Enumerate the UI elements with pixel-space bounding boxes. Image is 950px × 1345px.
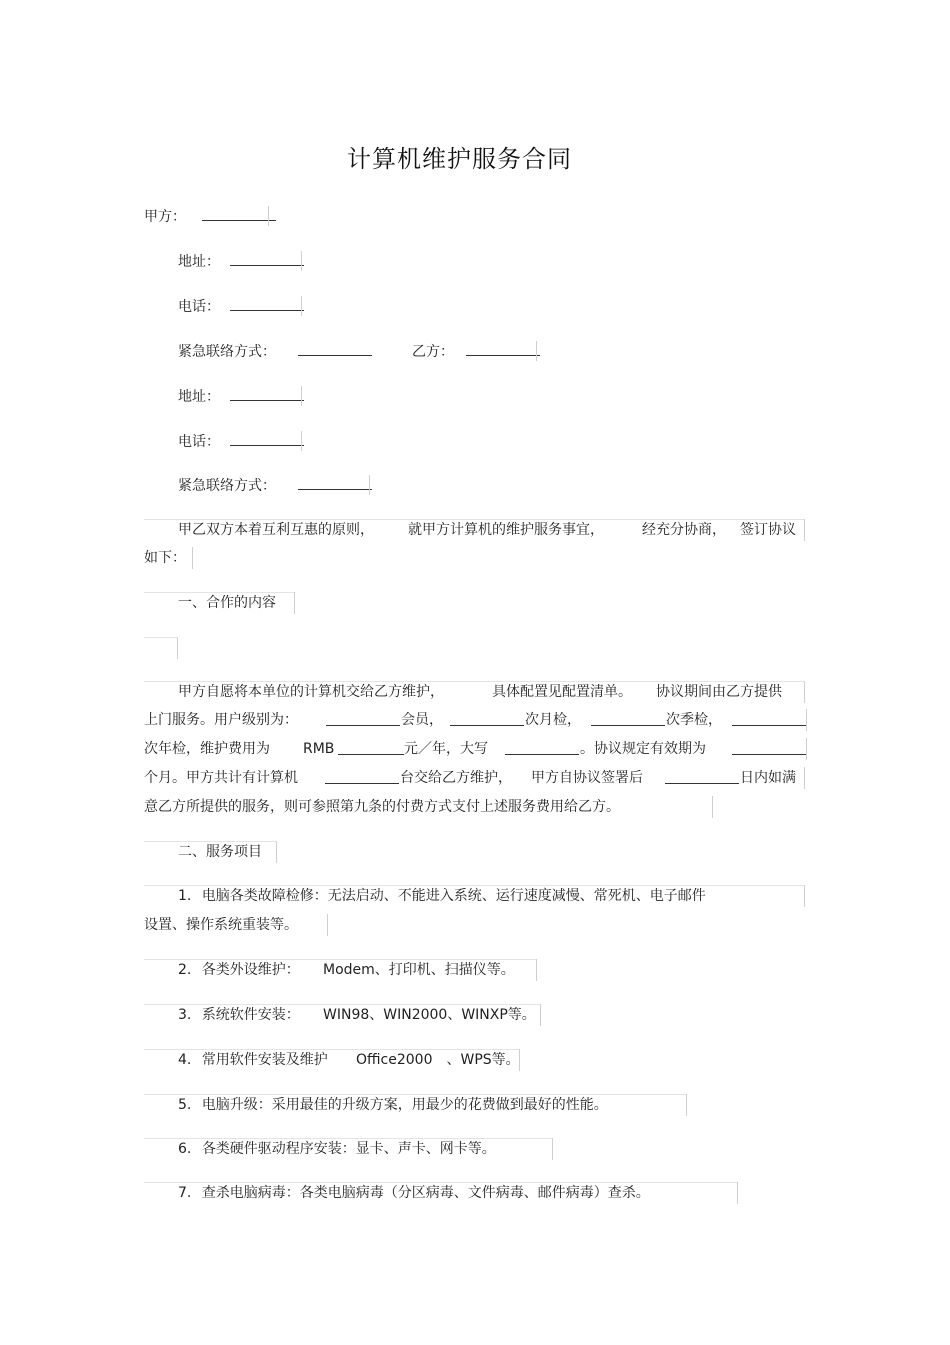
party-a-address-line bbox=[178, 252, 304, 271]
field-edge bbox=[804, 767, 805, 789]
item-text: 系统软件安装： bbox=[201, 1007, 300, 1023]
service-item-4 bbox=[178, 1051, 328, 1069]
quarterly-check-blank[interactable] bbox=[591, 712, 665, 726]
field-edge bbox=[686, 1094, 687, 1116]
party-b-phone-line bbox=[178, 432, 304, 451]
item-text: 各类外设维护： bbox=[201, 962, 300, 978]
service-item-7 bbox=[178, 1184, 650, 1202]
monthly-check-blank[interactable] bbox=[450, 712, 524, 726]
party-b-address-line bbox=[178, 387, 304, 406]
field-edge bbox=[268, 206, 269, 226]
validity-blank[interactable] bbox=[732, 741, 806, 755]
service-item-5 bbox=[178, 1096, 608, 1114]
s1-l5: 意乙方所提供的服务，则可参照第九条的付费方式支付上述服务费用给乙方。 bbox=[144, 799, 620, 815]
paragraph-frame bbox=[144, 959, 536, 960]
paragraph-frame bbox=[144, 592, 294, 593]
field-edge bbox=[276, 841, 277, 863]
field-edge bbox=[519, 1049, 520, 1071]
item-number: 2. bbox=[178, 962, 192, 978]
party-a-phone-line bbox=[178, 297, 304, 316]
member-level-blank[interactable] bbox=[326, 712, 400, 726]
party-b-address-blank[interactable] bbox=[230, 387, 304, 401]
s1-l3-b: 元／年，大写 bbox=[404, 741, 488, 757]
party-a-address-blank[interactable] bbox=[230, 252, 304, 266]
s1-l2-c: 次月检， bbox=[525, 712, 581, 728]
document-title: 计算机维护服务合同 bbox=[347, 145, 572, 173]
intro-seg4: 签订协议 bbox=[740, 522, 796, 538]
party-a-emergency-blank[interactable] bbox=[298, 342, 372, 356]
paragraph-frame bbox=[144, 1138, 552, 1139]
field-edge bbox=[536, 341, 537, 361]
field-edge bbox=[301, 296, 302, 316]
party-b-label: 乙方： bbox=[412, 344, 454, 360]
item-number: 7. bbox=[178, 1185, 192, 1201]
party-b-phone-label: 电话： bbox=[178, 434, 220, 450]
intro-seg1: 甲乙双方本着互利互惠的原则， bbox=[178, 522, 374, 538]
item-3-detail: WIN98、WIN2000、WINXP等。 bbox=[323, 1007, 536, 1023]
field-edge bbox=[737, 1182, 738, 1204]
paragraph-frame bbox=[144, 1049, 519, 1050]
item-text: 各类硬件驱动程序安装：显卡、声卡、网卡等。 bbox=[201, 1141, 496, 1157]
service-item-2 bbox=[178, 961, 300, 979]
paragraph-frame bbox=[144, 885, 804, 886]
field-edge bbox=[804, 681, 805, 703]
service-item-6 bbox=[178, 1140, 496, 1158]
item-number: 1. bbox=[178, 888, 192, 904]
section2-heading: 二、服务项目 bbox=[178, 844, 262, 860]
s1-l3-rmb: RMB bbox=[303, 741, 335, 757]
fee-amount-blank[interactable] bbox=[338, 741, 404, 755]
field-edge bbox=[177, 637, 178, 659]
item-4-detail: Office2000 、WPS等。 bbox=[356, 1052, 520, 1068]
s1-l1-c: 协议期间由乙方提供 bbox=[656, 684, 782, 700]
party-b-line bbox=[412, 342, 540, 361]
fee-words-blank[interactable] bbox=[505, 741, 579, 755]
s1-l1-a: 甲方自愿将本单位的计算机交给乙方维护， bbox=[178, 684, 444, 700]
field-edge bbox=[540, 1004, 541, 1026]
party-a-phone-blank[interactable] bbox=[230, 297, 304, 311]
field-edge bbox=[712, 796, 713, 818]
field-edge bbox=[804, 885, 805, 907]
party-a-line bbox=[144, 207, 276, 226]
paragraph-frame bbox=[144, 519, 804, 520]
intro-seg3: 经充分协商， bbox=[642, 522, 726, 538]
intro-line2: 如下： bbox=[144, 550, 186, 566]
s1-l4-c: 甲方自协议签署后 bbox=[531, 770, 643, 786]
party-a-emergency-line bbox=[178, 342, 372, 361]
paragraph-frame bbox=[144, 1004, 540, 1005]
field-edge bbox=[804, 519, 805, 541]
service-item-1-cont: 设置、操作系统重装等。 bbox=[144, 917, 298, 933]
party-b-emergency-blank[interactable] bbox=[298, 476, 372, 490]
s1-l3-c: 。协议规定有效期为 bbox=[580, 741, 706, 757]
party-a-blank[interactable] bbox=[202, 207, 276, 221]
field-edge bbox=[536, 959, 537, 981]
paragraph-frame bbox=[144, 1182, 737, 1183]
s1-l3-a: 次年检，维护费用为 bbox=[144, 741, 270, 757]
field-edge bbox=[301, 386, 302, 406]
item-text: 查杀电脑病毒：各类电脑病毒（分区病毒、文件病毒、邮件病毒）查杀。 bbox=[201, 1185, 650, 1201]
item-text: 常用软件安装及维护 bbox=[201, 1052, 328, 1068]
field-edge bbox=[369, 475, 370, 495]
s1-l2-b: 会员， bbox=[401, 712, 443, 728]
s1-l1-b: 具体配置见配置清单。 bbox=[492, 684, 632, 700]
field-edge bbox=[327, 914, 328, 936]
item-text: 电脑升级：采用最佳的升级方案，用最少的花费做到最好的性能。 bbox=[201, 1097, 608, 1113]
computer-count-blank[interactable] bbox=[325, 770, 399, 784]
item-2-detail: Modem、打印机、扫描仪等。 bbox=[323, 962, 515, 978]
party-a-address-label: 地址： bbox=[178, 254, 220, 270]
s1-l4-b: 台交给乙方维护， bbox=[400, 770, 512, 786]
field-edge bbox=[806, 738, 807, 760]
field-edge bbox=[552, 1138, 553, 1160]
item-number: 3. bbox=[178, 1007, 192, 1023]
field-edge bbox=[806, 709, 807, 731]
paragraph-frame bbox=[144, 1094, 686, 1095]
service-item-1 bbox=[178, 887, 706, 905]
service-item-3 bbox=[178, 1006, 300, 1024]
item-number: 5. bbox=[178, 1097, 192, 1113]
s1-l4-a: 个月。甲方共计有计算机 bbox=[144, 770, 298, 786]
s1-l4-d: 日内如满 bbox=[740, 770, 796, 786]
party-a-emergency-label: 紧急联络方式： bbox=[178, 344, 276, 360]
paragraph-frame bbox=[144, 841, 276, 842]
party-a-phone-label: 电话： bbox=[178, 299, 220, 315]
party-b-emergency-line bbox=[178, 476, 372, 495]
party-b-emergency-label: 紧急联络方式： bbox=[178, 478, 276, 494]
party-b-blank[interactable] bbox=[466, 342, 540, 356]
s1-l2-a: 上门服务。用户级别为： bbox=[144, 712, 298, 728]
item-number: 6. bbox=[178, 1141, 192, 1157]
party-b-phone-blank[interactable] bbox=[230, 432, 304, 446]
field-edge bbox=[301, 431, 302, 451]
days-blank[interactable] bbox=[665, 770, 739, 784]
yearly-check-blank[interactable] bbox=[732, 712, 806, 726]
party-a-label: 甲方： bbox=[144, 209, 186, 225]
party-b-address-label: 地址： bbox=[178, 389, 220, 405]
field-edge bbox=[192, 547, 193, 569]
paragraph-frame bbox=[144, 681, 804, 682]
paragraph-frame bbox=[144, 637, 177, 638]
intro-seg2: 就甲方计算机的维护服务事宜， bbox=[408, 522, 604, 538]
section1-heading: 一、合作的内容 bbox=[178, 595, 276, 611]
s1-l2-d: 次季检， bbox=[666, 712, 722, 728]
field-edge bbox=[301, 251, 302, 271]
item-number: 4. bbox=[178, 1052, 192, 1068]
item-text: 电脑各类故障检修：无法启动、不能进入系统、运行速度减慢、常死机、电子邮件 bbox=[201, 888, 706, 904]
field-edge bbox=[294, 592, 295, 614]
